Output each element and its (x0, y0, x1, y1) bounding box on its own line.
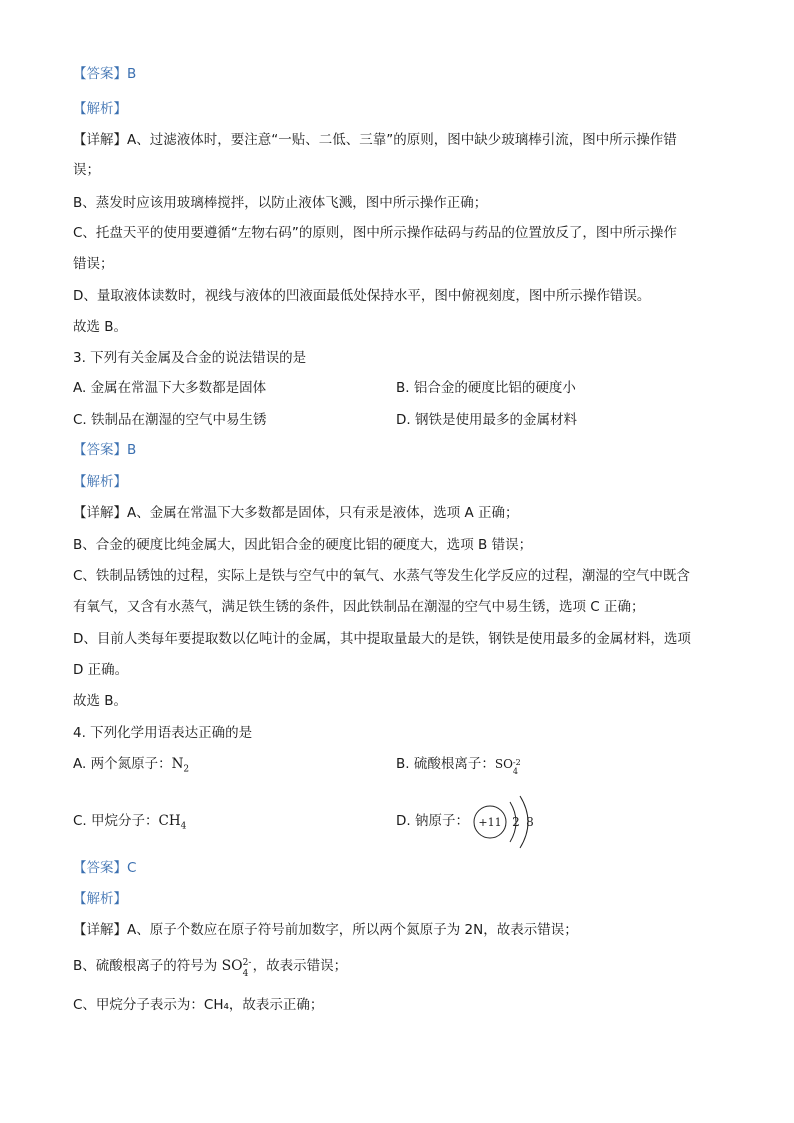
q2-analysis-label: 【解析】 (73, 101, 127, 117)
q4-detail-c: C、甲烷分子表示为：CH₄，故表示正确； (73, 997, 324, 1013)
q3-detail-d-line2: D 正确。 (73, 662, 129, 678)
q4-option-a: A. 两个氮原子：$N_2$ (73, 756, 190, 775)
q3-detail-d-line1: D、目前人类每年要提取数以亿吨计的金属，其中提取量最大的是铁，钢铁是使用最多的金属材料，选项 (73, 631, 691, 647)
atom-nucleus-charge: +11 (478, 816, 502, 829)
q3-option-c: C. 铁制品在潮湿的空气中易生锈 (73, 412, 267, 428)
q2-option-c-explanation-line2: 错误； (73, 256, 114, 272)
q2-option-d-explanation: D、量取液体读数时，视线与液体的凹液面最低处保持水平，图中俯视刻度，图中所示操作错误。 (73, 288, 651, 304)
q3-answer: 【答案】B (73, 442, 137, 458)
q3-analysis-label: 【解析】 (73, 474, 127, 490)
q2-conclusion: 故选 B。 (73, 319, 128, 335)
q4-analysis-label: 【解析】 (73, 891, 127, 907)
q3-question: 3. 下列有关金属及合金的说法错误的是 (73, 350, 307, 366)
sodium-atom-diagram (470, 794, 540, 850)
q3-option-a: A. 金属在常温下大多数都是固体 (73, 380, 267, 396)
q4-option-d: D. 钠原子： (396, 813, 469, 829)
q2-answer: 【答案】B (73, 66, 137, 82)
q3-detail-c-line1: C、铁制品锈蚀的过程，实际上是铁与空气中的氧气、水蒸气等发生化学反应的过程，潮湿的空气中既含 (73, 568, 690, 584)
q3-option-d: D. 钢铁是使用最多的金属材料 (396, 412, 577, 428)
q2-detail-line1: 【详解】A、过滤液体时，要注意“一贴、二低、三靠”的原则，图中缺少玻璃棒引流，图中所示操作错 (73, 132, 677, 148)
q4-detail-b: B、硫酸根离子的符号为 SO 2- 4 ，故表示错误； (73, 958, 348, 979)
q3-conclusion: 故选 B。 (73, 693, 128, 709)
q4-detail-a: 【详解】A、原子个数应在原子符号前加数字，所以两个氮原子为 2N，故表示错误； (73, 922, 578, 938)
electron-shell-2-count: 8 (526, 815, 534, 829)
q4-answer: 【答案】C (73, 860, 137, 876)
q3-detail-c-line2: 有氧气，又含有水蒸气，满足铁生锈的条件，因此铁制品在潮湿的空气中易生锈，选项 C 正确； (73, 599, 645, 615)
q2-detail-line2: 误； (73, 162, 100, 178)
q4-option-b: B. 硫酸根离子：SO -2 4 (396, 756, 521, 776)
q3-option-b: B. 铝合金的硬度比铝的硬度小 (396, 380, 576, 396)
electron-shell-1-count: 2 (512, 815, 520, 829)
q4-option-c: C. 甲烷分子：$CH_4$ (73, 813, 187, 832)
q3-detail-b: B、合金的硬度比纯金属大，因此铝合金的硬度比铝的硬度大，选项 B 错误； (73, 537, 533, 553)
q3-detail-a: 【详解】A、金属在常温下大多数都是固体，只有汞是液体，选项 A 正确； (73, 505, 519, 521)
q2-option-c-explanation-line1: C、托盘天平的使用要遵循“左物右码”的原则，图中所示操作砝码与药品的位置放反了，图中所示操作 (73, 225, 677, 241)
q4-question: 4. 下列化学用语表达正确的是 (73, 725, 253, 741)
q2-option-b-explanation: B、蒸发时应该用玻璃棒搅拌，以防止液体飞溅，图中所示操作正确； (73, 195, 488, 211)
